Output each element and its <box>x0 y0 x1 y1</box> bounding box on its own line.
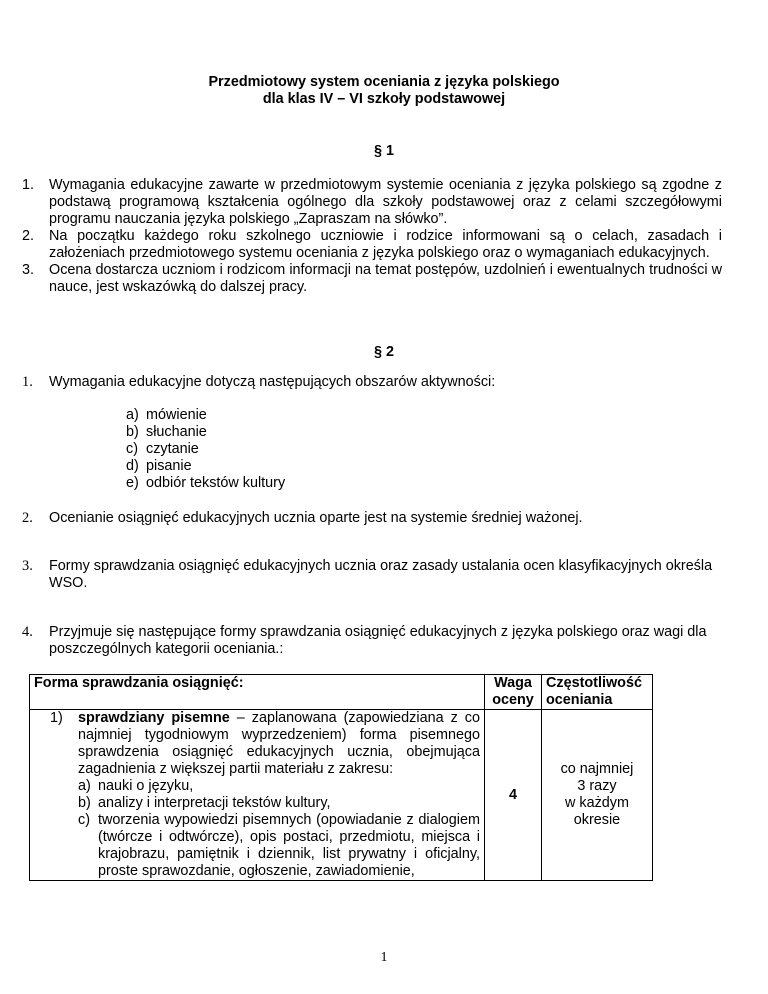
item-number: 1. <box>22 177 35 193</box>
section2-item-3 <box>22 558 722 592</box>
sub-item: c) tworzenia wypowiedzi pisemnych (opowiadanie z dialogiem (twórcze i odtwórcze), opis postaci, przedmiotu, miejsca i krajobrazu, pamiętnik i dziennik, list prywatny i oficjalny, proste sprawozdanie, ogłoszenie, zawiadomienie, <box>78 812 480 879</box>
list-item: a) mówienie <box>126 407 207 423</box>
column-header-form: Forma sprawdzania osiągnięć: <box>30 675 485 710</box>
section2-item-1 <box>22 374 722 391</box>
item-number: 3. <box>22 262 35 278</box>
document-title-line2: dla klas IV – VI szkoły podstawowej <box>262 91 506 107</box>
section2-item-4 <box>22 624 722 658</box>
weight-cell: 4 <box>485 710 542 881</box>
column-header-frequency: Częstotliwość oceniania <box>542 675 653 710</box>
table-row <box>30 710 653 881</box>
form-cell <box>30 710 485 881</box>
section1-item <box>22 228 722 262</box>
activity-areas-list <box>126 407 285 492</box>
item-number: 2. <box>22 510 33 526</box>
list-item: e) odbiór tekstów kultury <box>126 475 286 491</box>
item-number: 3. <box>22 558 33 574</box>
row-lead: 1) sprawdziany pisemne – zaplanowana (zapowiedziana z co najmniej tygodniowym wyprzedzeniem) forma pisemnego sprawdzenia osiągnięć edukacyjnych ucznia, obejmująca zagadnienia z większej partii materiału z zakresu: <box>50 710 480 777</box>
item-text: Ocenianie osiągnięć edukacyjnych ucznia oparte jest na systemie średniej ważonej. <box>49 510 583 526</box>
item-text: Wymagania edukacyjne dotyczą następujących obszarów aktywności: <box>49 374 496 390</box>
frequency-cell: co najmniej 3 razy w każdym okresie <box>542 710 653 881</box>
section2-heading: § 2 <box>373 344 394 360</box>
sub-item: a) nauki o języku, <box>78 778 194 794</box>
item-text: Na początku każdego roku szkolnego uczniowie i rodzice informowani są o celach, zasadach i założeniach przedmiotowego systemu oceniania z języka polskiego oraz o wymaganiach edukacyjnych. <box>49 228 722 261</box>
list-item: d) pisanie <box>126 458 192 474</box>
item-text: Formy sprawdzania osiągnięć edukacyjnych ucznia oraz zasady ustalania ocen klasyfikacyjnych określa WSO. <box>49 558 713 591</box>
item-number: 1. <box>22 374 33 390</box>
item-number: 2. <box>22 228 35 244</box>
section1-heading: § 1 <box>373 143 394 159</box>
item-text: Ocena dostarcza uczniom i rodzicom informacji na temat postępów, uzdolnień i ewentualnych trudności w nauce, jest wskazówką do dalszej pracy. <box>49 262 722 295</box>
section2-item-2 <box>22 510 722 527</box>
list-item: c) czytanie <box>126 441 199 457</box>
item-text: Przyjmuje się następujące formy sprawdzania osiągnięć edukacyjnych z języka polskiego oraz wagi dla poszczególnych kategorii oceniania.: <box>49 624 707 657</box>
page-number: 1 <box>380 950 388 965</box>
list-item: b) słuchanie <box>126 424 207 440</box>
column-header-weight: Waga oceny <box>485 675 542 710</box>
section1-item <box>22 262 722 296</box>
assessment-table <box>29 674 653 881</box>
document-title-line1: Przedmiotowy system oceniania z języka polskiego <box>208 74 560 90</box>
sub-item: b) analizy i interpretacji tekstów kultury, <box>78 795 331 811</box>
table-header-row <box>30 675 653 710</box>
item-number: 4. <box>22 624 33 640</box>
item-text: Wymagania edukacyjne zawarte w przedmiotowym systemie oceniania z języka polskiego są zgodne z podstawą programową kształcenia ogólnego dla szkoły podstawowej oraz z celami szczegółowymi programu nauczania języka polskiego „Zapraszam na słówko”. <box>49 177 722 227</box>
section1-item <box>22 177 722 228</box>
section1-list <box>22 177 722 296</box>
